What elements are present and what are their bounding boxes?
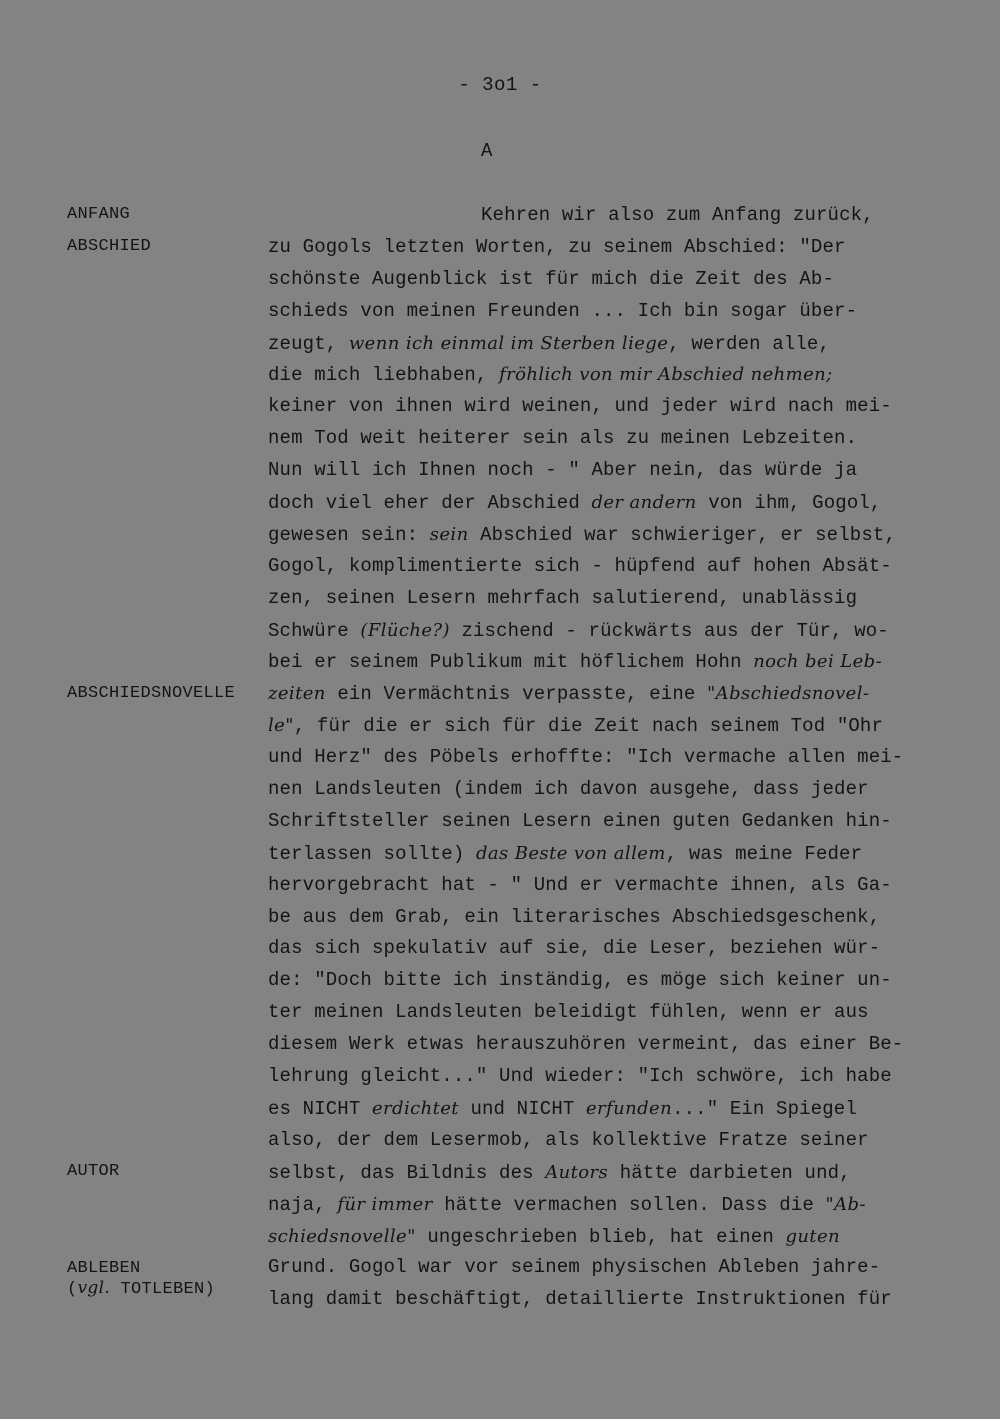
text-segment: Kehren wir also zum Anfang zurück, xyxy=(481,204,874,226)
text-segment: nen Landsleuten (indem ich davon ausgehe, dass jeder xyxy=(268,778,869,801)
margin-term-abschied: ABSCHIED xyxy=(67,237,152,256)
text-line xyxy=(268,328,948,360)
text-line xyxy=(268,1029,948,1061)
text-line xyxy=(268,646,948,678)
text-segment: keiner von ihnen wird weinen, und jeder wird nach mei- xyxy=(268,395,892,418)
text-segment: schieds von meinen Freunden ... Ich bin sogar über- xyxy=(268,299,858,322)
text-segment: zeugt, xyxy=(268,332,349,355)
text-line xyxy=(268,200,948,232)
text-segment: von ihm, Gogol, xyxy=(696,492,882,515)
text-segment: zen, seinen Lesern mehrfach salutierend, unablässig xyxy=(268,586,858,609)
text-segment: die mich liebhaben, xyxy=(268,364,500,387)
italic-text: (Flüche?) xyxy=(360,619,450,641)
text-segment: hätte darbieten und, xyxy=(608,1161,851,1184)
italic-text: wenn ich einmal im Sterben liege xyxy=(348,332,669,354)
text-line xyxy=(268,710,948,742)
margin-note-ableben-reference xyxy=(67,1278,215,1300)
text-segment: und Herz" des Pöbels erhoffte: "Ich vermache allen mei- xyxy=(268,746,904,769)
text-segment: lehrung gleicht..." Und wieder: "Ich schwöre, ich habe xyxy=(268,1065,892,1088)
italic-text: Autors xyxy=(545,1161,609,1183)
italic-text: guten xyxy=(785,1225,841,1247)
italic-text: sein xyxy=(429,523,469,545)
italic-text: der andern xyxy=(591,492,697,514)
italic-text: zeiten xyxy=(268,683,326,705)
text-line xyxy=(268,870,948,902)
text-segment: hätte vermachen sollen. Dass die xyxy=(432,1193,826,1216)
text-line xyxy=(268,232,948,264)
text-segment: bei er seinem Publikum mit höflichem Hohn xyxy=(268,651,754,674)
section-letter: A xyxy=(481,140,493,162)
text-segment: Nun will ich Ihnen noch - " Aber nein, das würde ja xyxy=(268,459,858,482)
text-segment: Abschied war schwieriger, er selbst, xyxy=(468,523,896,546)
text-line xyxy=(268,264,948,296)
text-segment: zischend - rückwärts aus der Tür, wo- xyxy=(449,619,889,642)
text-segment: naja, xyxy=(268,1193,338,1216)
text-segment: ungeschrieben blieb, hat einen xyxy=(415,1225,786,1248)
text-line xyxy=(268,551,948,583)
text-segment: hervorgebracht hat - " Und er vermachte ihnen, als Ga- xyxy=(268,873,892,896)
text-line xyxy=(268,615,948,647)
text-line xyxy=(268,965,948,997)
text-segment: ter meinen Landsleuten beleidigt fühlen, wenn er aus xyxy=(268,1001,869,1024)
italic-text: das Beste von allem xyxy=(475,842,666,864)
italic-text: fröhlich von mir Abschied nehmen; xyxy=(499,364,833,386)
text-line xyxy=(268,742,948,774)
text-segment: ein Vermächtnis verpasste, eine xyxy=(325,683,707,706)
text-segment: de: "Doch bitte ich inständig, es möge sich keiner un- xyxy=(268,969,892,992)
text-line xyxy=(268,423,948,455)
text-segment: das sich spekulativ auf sie, die Leser, beziehen wür- xyxy=(268,937,881,960)
text-segment: gewesen sein: xyxy=(268,523,430,546)
text-segment: nem Tod weit heiterer sein als zu meinen Lebzeiten. xyxy=(268,427,858,450)
italic-text: für immer xyxy=(337,1193,433,1215)
text-line xyxy=(268,1061,948,1093)
text-segment: , werden alle, xyxy=(668,332,831,355)
text-segment: diesem Werk etwas herauszuhören vermeint, das einer Be- xyxy=(268,1033,904,1056)
text-line xyxy=(268,359,948,391)
text-line xyxy=(268,1189,948,1221)
text-line xyxy=(268,902,948,934)
text-line xyxy=(268,774,948,806)
body-text xyxy=(268,200,948,1316)
text-segment: , für die er sich für die Zeit nach seinem Tod "Ohr xyxy=(293,715,884,738)
margin-term-anfang: ANFANG xyxy=(67,205,131,224)
text-segment: und NICHT xyxy=(458,1097,586,1120)
text-segment: es NICHT xyxy=(268,1097,372,1120)
margin-term-ableben: ABLEBEN xyxy=(67,1259,141,1278)
text-line xyxy=(268,678,948,710)
note-italic: vgl. xyxy=(77,1278,111,1298)
text-line xyxy=(268,296,948,328)
italic-text: "Abschiedsnovel- xyxy=(707,683,870,705)
text-line xyxy=(268,1221,948,1253)
page-number: - 3o1 - xyxy=(458,74,542,96)
text-line xyxy=(268,519,948,551)
note-prefix: ( xyxy=(67,1280,78,1299)
italic-text: "Ab- xyxy=(825,1193,866,1215)
text-line xyxy=(268,391,948,423)
text-segment: ..." Ein Spiegel xyxy=(672,1097,857,1120)
italic-text: erdichtet xyxy=(371,1097,459,1119)
text-segment: Schwüre xyxy=(268,619,361,642)
text-segment: selbst, das Bildnis des xyxy=(268,1161,546,1184)
text-segment: Grund. Gogol war vor seinem physischen Ableben jahre- xyxy=(268,1256,881,1279)
text-segment: be aus dem Grab, ein literarisches Abschiedsgeschenk, xyxy=(268,905,881,928)
text-segment: doch viel eher der Abschied xyxy=(268,492,592,515)
margin-term-autor: AUTOR xyxy=(67,1162,120,1181)
text-segment: Schriftsteller seinen Lesern einen guten Gedanken hin- xyxy=(268,809,892,832)
text-segment: terlassen sollte) xyxy=(268,842,476,865)
text-line xyxy=(268,1157,948,1189)
text-segment: schönste Augenblick ist für mich die Zeit des Ab- xyxy=(268,267,835,290)
italic-text: le" xyxy=(268,715,294,737)
text-line xyxy=(268,455,948,487)
text-line xyxy=(268,1093,948,1125)
italic-text: noch bei Leb- xyxy=(753,651,883,673)
text-line xyxy=(268,997,948,1029)
text-line xyxy=(268,583,948,615)
text-segment: also, der dem Lesermob, als kollektive Fratze seiner xyxy=(268,1128,869,1151)
text-segment: Gogol, komplimentierte sich - hüpfend auf hohen Absät- xyxy=(268,554,892,577)
text-segment: , was meine Feder xyxy=(665,842,863,865)
text-segment: lang damit beschäftigt, detaillierte Instruktionen für xyxy=(268,1288,892,1311)
text-line xyxy=(268,1125,948,1157)
text-line xyxy=(268,933,948,965)
text-line xyxy=(268,1252,948,1284)
italic-text: schiedsnovelle" xyxy=(268,1225,416,1247)
text-line xyxy=(268,1284,948,1316)
text-line xyxy=(268,838,948,870)
text-segment: zu Gogols letzten Worten, zu seinem Abschied: "Der xyxy=(268,235,846,258)
note-rest: TOTLEBEN) xyxy=(110,1280,216,1299)
margin-term-abschiedsnovelle: ABSCHIEDSNOVELLE xyxy=(67,684,236,703)
text-line xyxy=(268,487,948,519)
italic-text: erfunden xyxy=(585,1097,673,1119)
text-line xyxy=(268,806,948,838)
